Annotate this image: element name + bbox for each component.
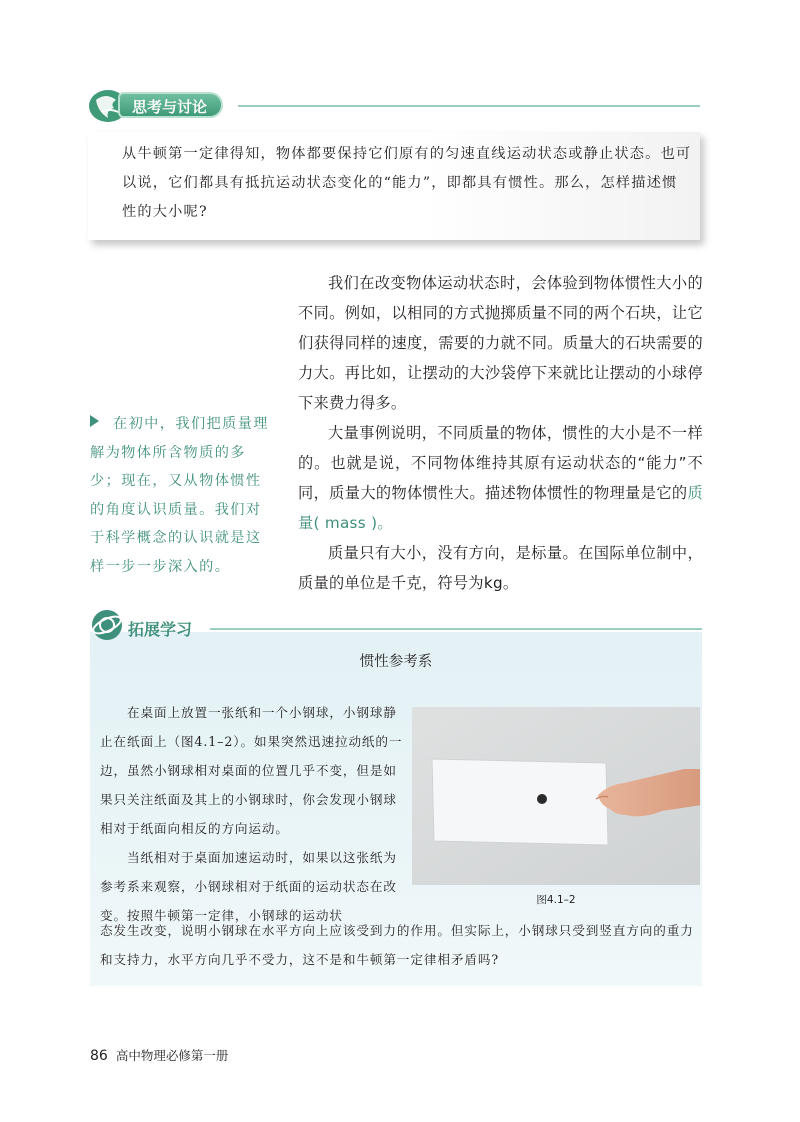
paper-and-ball-photo (412, 707, 700, 885)
think-discuss-text: 从牛顿第一定律得知，物体都要保持它们原有的匀速直线运动状态或静止状态。也可以说，它们都具有抵抗运动状态变化的“能力”，即都具有惯性。那么，怎样描述惯性的大小呢? (122, 146, 692, 220)
main-paragraph-2-text: 大量事例说明，不同质量的物体，惯性的大小是不一样的。也就是说，不同物体维持其原有运动状态的“能力”不同，质量大的物体惯性大。描述物体惯性的物理量是它的 (298, 424, 703, 502)
page-number: 86 (90, 1048, 108, 1064)
header-divider (210, 628, 702, 630)
arrow-right-icon (90, 415, 99, 427)
figure-caption: 图4.1–2 (536, 894, 576, 906)
header-divider (238, 105, 700, 107)
section-title: 惯性参考系 (359, 654, 433, 670)
main-paragraph-2 (298, 418, 703, 538)
figure-photo (412, 707, 700, 885)
extended-learning-label: 拓展学习 (128, 620, 193, 639)
think-discuss-header (88, 86, 700, 126)
page-footer (90, 1045, 228, 1064)
think-discuss-label: 思考与讨论 (118, 92, 223, 118)
main-paragraph-1: 我们在改变物体运动状态时，会体验到物体惯性大小的不同。例如，以相同的方式抛掷质量不同的两个石块，让它们获得同样的速度，需要的力就不同。质量大的石块需要的力大。再比如，让摆动的大沙袋停下来就比让摆动的小球停下来费力得多。 (298, 274, 703, 412)
book-title: 高中物理必修第一册 (115, 1048, 229, 1063)
sidebar-note-text: 在初中，我们把质量理解为物体所含物质的多少；现在，又从物体惯性的角度认识质量。我们对于科学概念的认识就是这样一步一步深入的。 (90, 416, 269, 575)
extended-paragraph-2-start: 当纸相对于桌面加速运动时，如果以这张纸为参考系来观察，小钢球相对于纸面的运动状态在改变。按照牛顿第一定律，小钢球的运动状 (100, 850, 397, 923)
extended-paragraph-2-end: 态发生改变，说明小钢球在水平方向上应该受到力的作用。但实际上，小钢球只受到竖直方向的重力和支持力，水平方向几乎不受力，这不是和牛顿第一定律相矛盾吗? (100, 923, 694, 967)
extended-paragraph-1: 在桌面上放置一张纸和一个小钢球，小钢球静止在纸面上（图4.1–2）。如果突然迅速拉动纸的一边，虽然小钢球相对桌面的位置几乎不变，但是如果只关注纸面及其上的小钢球时，你会发现小钢球相对于纸面向相反的方向运动。 (100, 705, 403, 836)
extended-learning-header (90, 608, 702, 648)
main-text-column (298, 268, 703, 598)
globe-icon (90, 608, 124, 642)
term-mass: 质量( mass )。 (298, 484, 703, 532)
main-paragraph-3: 质量只有大小，没有方向，是标量。在国际单位制中，质量的单位是千克，符号为kg。 (298, 544, 703, 592)
extended-text-top (100, 698, 410, 930)
sidebar-note (90, 410, 275, 581)
